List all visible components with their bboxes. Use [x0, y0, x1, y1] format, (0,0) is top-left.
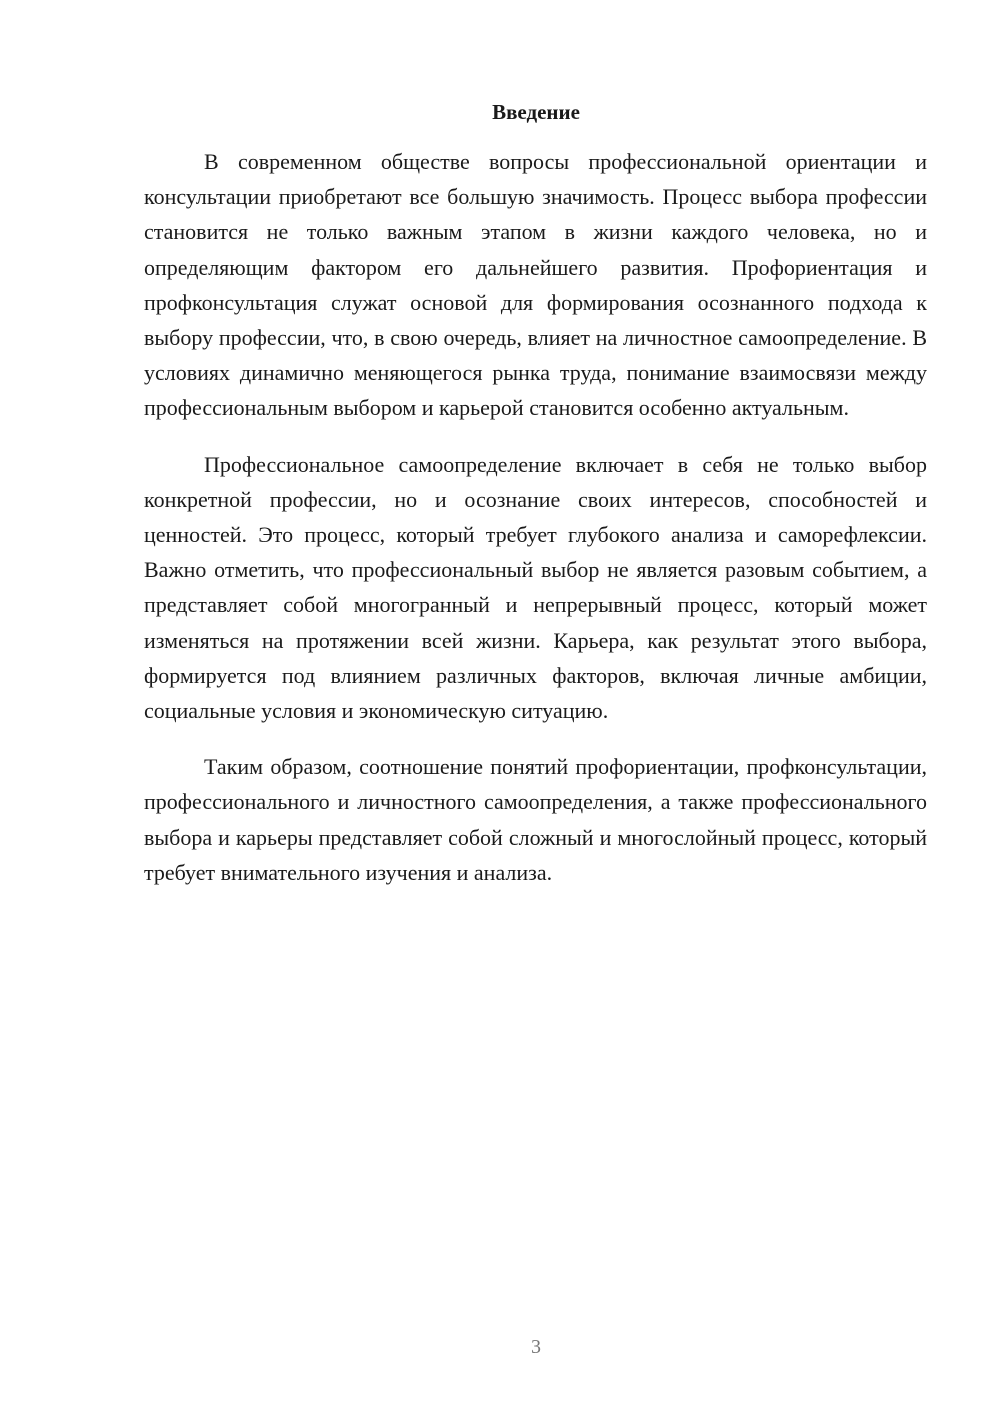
page-title: Введение: [492, 100, 580, 124]
paragraph-2: Профессиональное самоопределение включает в себя не только выбор конкретной профессии, но и осознание своих интересов, способностей и ценностей. Это процесс, который требует глубокого анализа и саморефлексии. Важно отметить, что профессиональный выбор не является разовым событием, а представляет собой многогранный и непрерывный процесс, который может изменяться на протяжении всей жизни. Карьера, как результат этого выбора, формируется под влиянием различных факторов, включая личные амбиции, социальные условия и экономическую ситуацию.: [144, 451, 927, 724]
body-text: [144, 144, 927, 890]
page-number: 3: [531, 1336, 541, 1358]
paragraph-1: В современном обществе вопросы профессиональной ориентации и консультации приобретают все большую значимость. Процесс выбора профессии становится не только важным этапом в жизни каждого человека, но и определяющим фактором его дальнейшего развития. Профориентация и профконсультация служат основой для формирования осознанного подхода к выбору профессии, что, в свою очередь, влияет на личностное самоопределение. В условиях динамично меняющегося рынка труда, понимание взаимосвязи между профессиональным выбором и карьерой становится особенно актуальным.: [144, 149, 927, 421]
paragraph-3: Таким образом, соотношение понятий профориентации, профконсультации, профессионального и личностного самоопределения, а также профессионального выбора и карьеры представляет собой сложный и многослойный процесс, который требует внимательного изучения и анализа.: [144, 754, 927, 885]
